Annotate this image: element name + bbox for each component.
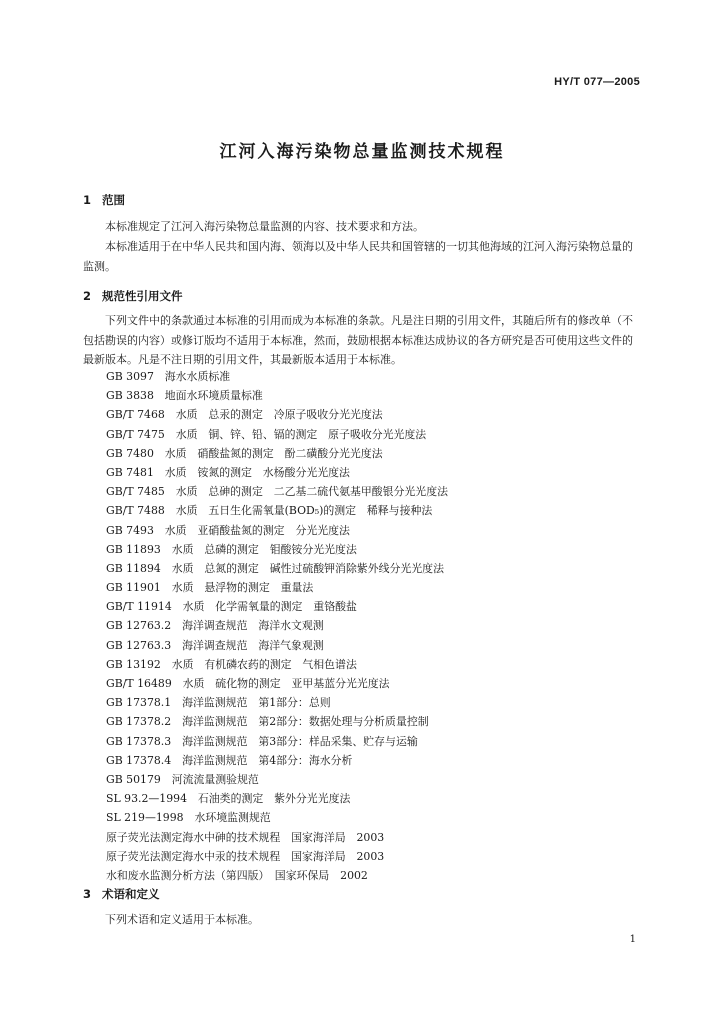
paragraph-text: 下列文件中的条款通过本标准的引用而成为本标准的条款。凡是注日期的引用文件，其随后所有的修改单（不包括勘误的内容）或修订版均不适用于本标准，然而，鼓励根据本标准达成协议的各方研究是否可使用这些文件的最新版本。凡是不注日期的引用文件，其最新版本适用于本标准。: [83, 314, 633, 366]
reference-item: SL 93.2—1994 石油类的测定 紫外分光光度法: [106, 792, 351, 806]
reference-item: GB 7481 水质 铵氮的测定 水杨酸分光光度法: [106, 465, 350, 479]
paragraph-text: 下列术语和定义适用于本标准。: [105, 913, 259, 926]
reference-item: GB 17378.1 海洋监测规范 第1部分：总则: [106, 696, 331, 710]
section-3-paragraph: [83, 910, 643, 930]
reference-item: GB 11901 水质 悬浮物的测定 重量法: [106, 581, 314, 595]
reference-item: GB/T 7468 水质 总汞的测定 冷原子吸收分光光度法: [106, 408, 383, 422]
reference-item: GB 7480 水质 硝酸盐氮的测定 酚二磺酸分光光度法: [106, 446, 383, 460]
section-1-paragraph-2: [83, 237, 643, 276]
standard-code: HY/T 077—2005: [554, 76, 640, 88]
page-number: 1: [629, 934, 636, 945]
reference-item: GB/T 16489 水质 硫化物的测定 亚甲基蓝分光光度法: [106, 677, 390, 690]
reference-item: SL 219—1998 水环境监测规范: [106, 811, 271, 825]
reference-item: GB 50179 河流流量测验规范: [106, 772, 259, 786]
reference-item: GB/T 7485 水质 总砷的测定 二乙基二硫代氨基甲酸银分光光度法: [106, 485, 448, 499]
reference-item: GB 17378.2 海洋监测规范 第2部分：数据处理与分析质量控制: [106, 715, 429, 729]
reference-item: GB 13192 水质 有机磷农药的测定 气相色谱法: [106, 657, 357, 671]
section-2-paragraph: [83, 311, 643, 370]
reference-item: GB 7493 水质 亚硝酸盐氮的测定 分光光度法: [106, 523, 350, 537]
reference-item: GB 17378.3 海洋监测规范 第3部分：样品采集、贮存与运输: [106, 734, 418, 748]
reference-item: 水和废水监测分析方法（第四版） 国家环保局 2002: [106, 868, 368, 882]
section-1-paragraph-1: [83, 217, 643, 237]
section-title: 规范性引用文件: [102, 289, 183, 303]
section-3-heading: [83, 886, 160, 902]
paragraph-text: 本标准规定了江河入海污染物总量监测的内容、技术要求和方法。: [105, 220, 424, 233]
reference-item: GB 11893 水质 总磷的测定 钼酸铵分光光度法: [106, 542, 357, 556]
paragraph-text: 本标准适用于在中华人民共和国内海、领海以及中华人民共和国管辖的一切其他海域的江河入海污染物总量的监测。: [83, 240, 633, 273]
reference-item: GB/T 7488 水质 五日生化需氧量(BOD₅)的测定 稀释与接种法: [106, 504, 433, 518]
section-title: 术语和定义: [102, 887, 160, 901]
reference-item: 原子荧光法测定海水中汞的技术规程 国家海洋局 2003: [106, 849, 385, 863]
reference-item: GB 3097 海水水质标准: [106, 370, 231, 383]
section-number: 2: [83, 289, 92, 303]
reference-item: GB 17378.4 海洋监测规范 第4部分：海水分析: [106, 753, 353, 767]
section-2-heading: [83, 288, 183, 304]
section-title: 范围: [102, 193, 125, 207]
section-number: 3: [83, 887, 92, 901]
reference-item: GB 3838 地面水环境质量标准: [106, 389, 263, 403]
reference-item: GB/T 11914 水质 化学需氧量的测定 重铬酸盐: [106, 600, 357, 614]
section-1-heading: [83, 192, 125, 208]
reference-list: [106, 367, 448, 885]
reference-item: 原子荧光法测定海水中砷的技术规程 国家海洋局 2003: [106, 830, 385, 844]
document-title: 江河入海污染物总量监测技术规程: [219, 142, 505, 162]
reference-item: GB 11894 水质 总氮的测定 碱性过硫酸钾消除紫外线分光光度法: [106, 561, 444, 575]
reference-item: GB 12763.2 海洋调查规范 海洋水文观测: [106, 619, 324, 633]
section-number: 1: [83, 193, 92, 207]
reference-item: GB 12763.3 海洋调查规范 海洋气象观测: [106, 638, 324, 652]
reference-item: GB/T 7475 水质 铜、锌、铅、镉的测定 原子吸收分光光度法: [106, 427, 427, 441]
